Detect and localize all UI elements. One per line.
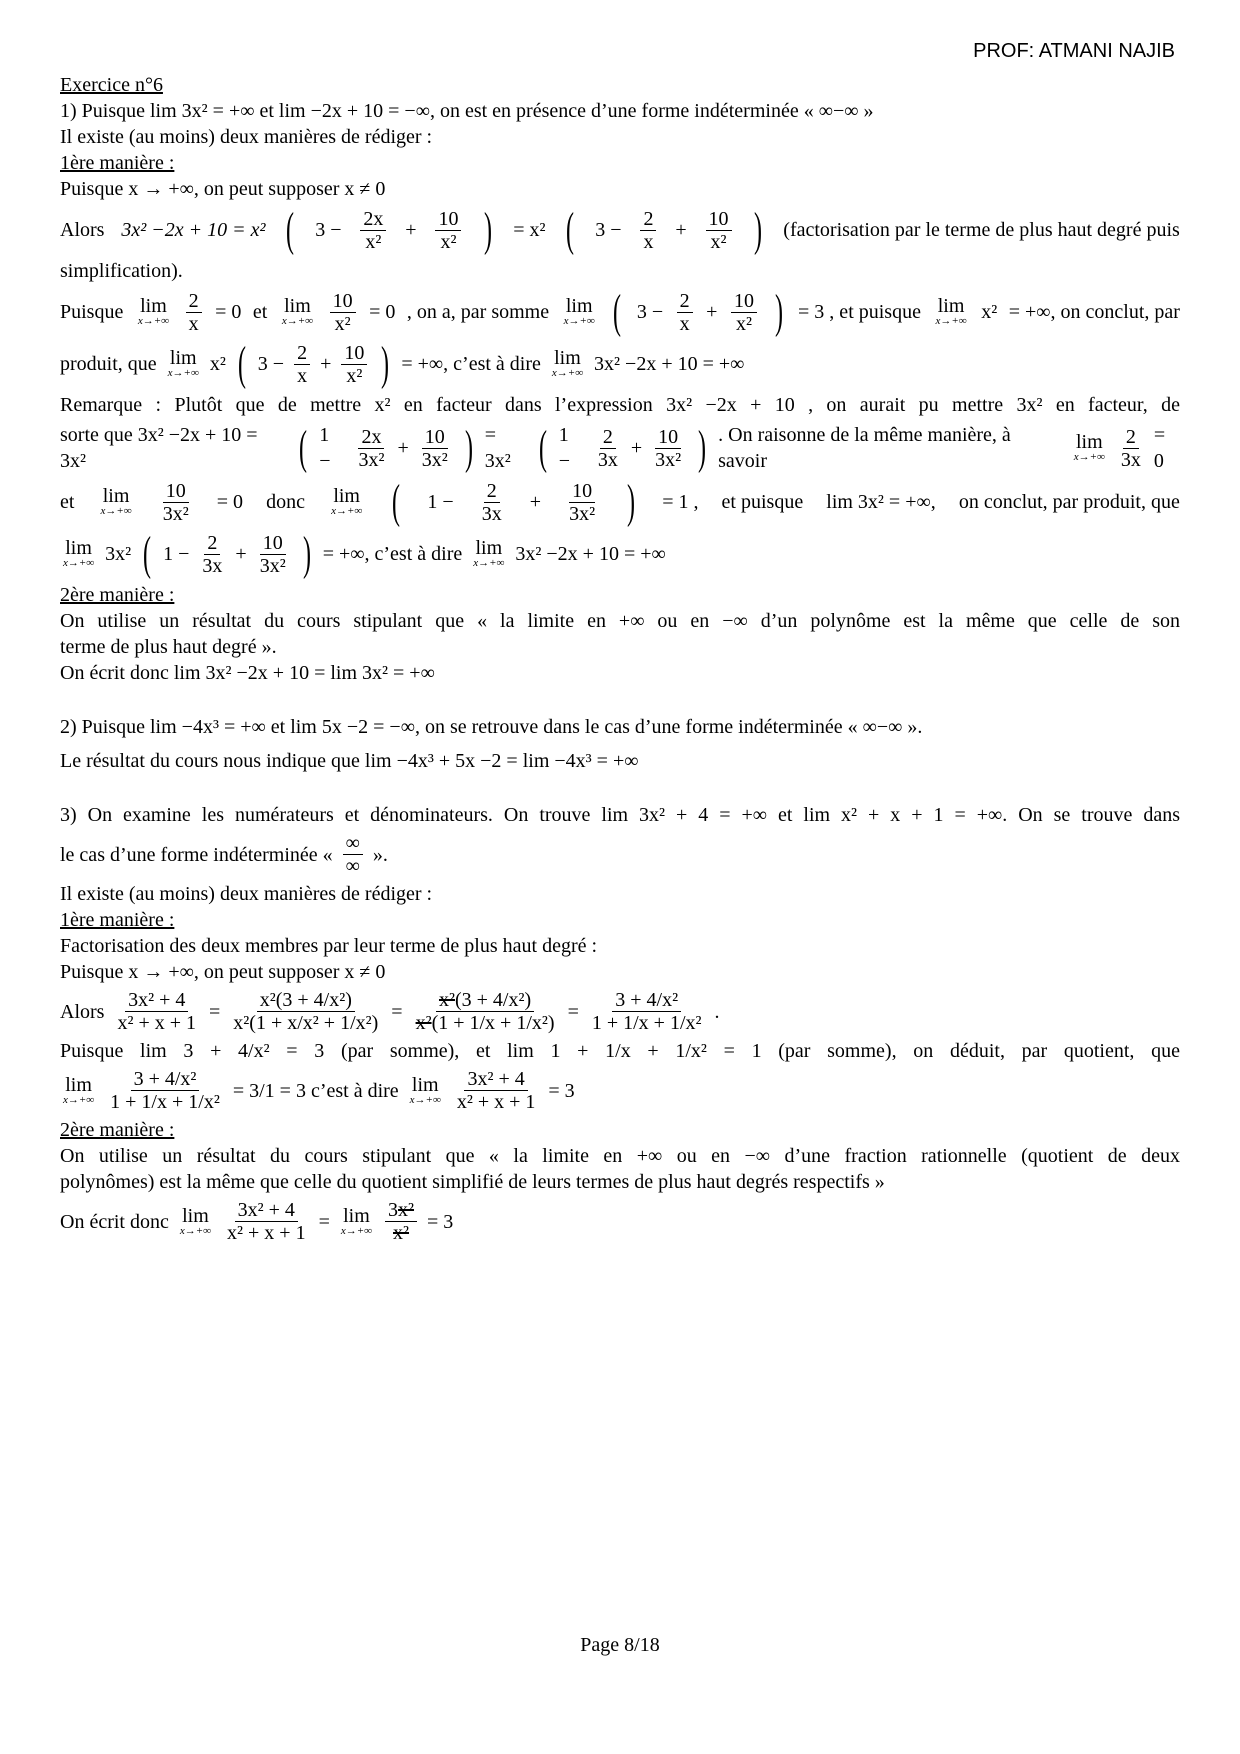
- exercise-title: Exercice n°6: [60, 74, 163, 96]
- paragraph: On écrit donc lim 3x² −2x + 10 = lim 3x² = +∞: [60, 662, 435, 684]
- paragraph: polynômes) est la même que celle du quotient simplifié de leurs termes de plus haut degrés respectifs »: [60, 1171, 885, 1193]
- equation-line: Alors 3x² −2x + 10 = x² ( 3 − $\frac{2x}{\text{x²}}$ + $\frac{10}{\text{x²}}$ ) = x² ( 3 − $\frac{2}{x}$ + $\frac{10}{\text{x²}}$ ) (factorisation par le terme de plus haut degré puis: [60, 203, 1180, 256]
- paragraph: terme de plus haut degré ».: [60, 636, 277, 658]
- paragraph: Puisque x → +∞, on peut supposer x ≠ 0: [60, 961, 386, 983]
- paragraph: On utilise un résultat du cours stipulant que « la limite en +∞ ou en −∞ d’une fraction rationnelle (quotient de deux: [60, 1145, 1180, 1167]
- equation-line: et lim x→+∞ $\frac{10}{\text{3x²}}$ = 0 donc lim x→+∞ ( 1 − $\frac{2}{3x}$ + $\frac{10}{\text{3x²}}$ ) = 1 , et puisque lim 3x² = +∞, on conclut, par produit, que: [60, 475, 1180, 528]
- equation-line: Alors $\frac{\text{3x² + 4}}{\text{x² + x + 1}}$ = $\frac{\text{x²(3 + 4/x²)}}{\text{x²(1 + x/x² + 1/x²)}}$ = $\frac{\text{x²(3 + 4/x²)}}{\text{x²(1 + 1/x + 1/x²)}}$ = $\frac{\text{3 + 4/x²}}{\text{1 + 1/x + 1/x²}}$ .: [60, 989, 720, 1034]
- equation-line: sorte que 3x² −2x + 10 = 3x² ( 1 − $\frac{2x}{\text{3x²}}$ + $\frac{10}{\text{3x²}}$ ) = 3x² ( 1 − $\frac{2}{3x}$ + $\frac{10}{\text{3x²}}$ ) . On raisonne de la même manière, à savoir lim x→+∞ $\frac{2}{3x}$ = 0: [60, 421, 1166, 474]
- paragraph: Il existe (au moins) deux manières de rédiger :: [60, 126, 433, 148]
- paragraph: Remarque : Plutôt que de mettre x² en facteur dans l’expression 3x² −2x + 10 , on aurait pu mettre 3x² en facteur, de: [60, 394, 1180, 416]
- paragraph: 2) Puisque lim −4x³ = +∞ et lim 5x −2 = −∞, on se retrouve dans le cas d’une forme indéterminée « ∞−∞ ».: [60, 716, 923, 738]
- equation-line: Puisque lim x→+∞ $\frac{2}{x}$ = 0 et lim x→+∞ $\frac{10}{\text{x²}}$ = 0 , on a, par somme lim x→+∞ ( 3 − $\frac{2}{x}$ + $\frac{10}{\text{x²}}$ ) = 3 , et puisque lim x→+∞ x² = +∞, on conclut, par: [60, 285, 1180, 338]
- section-heading: 1ère manière :: [60, 909, 175, 931]
- paragraph: 3) On examine les numérateurs et dénominateurs. On trouve lim 3x² + 4 = +∞ et lim x² + x + 1 = +∞. On se trouve dans: [60, 804, 1180, 826]
- paragraph: Il existe (au moins) deux manières de rédiger :: [60, 883, 433, 905]
- equation-line: lim x→+∞ 3x² ( 1 − $\frac{2}{3x}$ + $\frac{10}{\text{3x²}}$ ) = +∞, c’est à dire lim x→+∞ 3x² −2x + 10 = +∞: [63, 527, 666, 580]
- equation-line: On écrit donc lim x→+∞ $\frac{\text{3x² + 4}}{\text{x² + x + 1}}$ = lim x→+∞ $\frac{\text{3x²}}{\text{x²}}$ = 3: [60, 1199, 454, 1244]
- paragraph: Factorisation des deux membres par leur terme de plus haut degré :: [60, 935, 598, 957]
- section-heading: 2ère manière :: [60, 584, 175, 606]
- paragraph: 1) Puisque lim 3x² = +∞ et lim −2x + 10 = −∞, on est en présence d’une forme indéterminée « ∞−∞ »: [60, 100, 874, 122]
- section-heading: 2ère manière :: [60, 1119, 175, 1141]
- paragraph: Puisque x → +∞, on peut supposer x ≠ 0: [60, 178, 386, 200]
- section-heading: 1ère manière :: [60, 152, 175, 174]
- equation-line: lim x→+∞ $\frac{\text{3 + 4/x²}}{\text{1 + 1/x + 1/x²}}$ = 3/1 = 3 c’est à dire lim x→+∞ $\frac{\text{3x² + 4}}{\text{x² + x + 1}}$ = 3: [63, 1068, 575, 1113]
- paragraph: Le résultat du cours nous indique que lim −4x³ + 5x −2 = lim −4x³ = +∞: [60, 750, 639, 772]
- paragraph: simplification).: [60, 260, 183, 282]
- document-body: [60, 72, 1180, 1248]
- equation-line: produit, que lim x→+∞ x² ( 3 − $\frac{2}{x}$ + $\frac{10}{\text{x²}}$ ) = +∞, c’est à dire lim x→+∞ 3x² −2x + 10 = +∞: [60, 337, 745, 390]
- equation-line: le cas d’une forme indéterminée « $\frac{\infty}{\infty}$ ».: [60, 832, 388, 877]
- page-number: Page 8/18: [580, 1634, 660, 1656]
- paragraph: On utilise un résultat du cours stipulant que « la limite en +∞ ou en −∞ d’un polynôme est la même que celle de son: [60, 610, 1180, 632]
- page-header: PROF: ATMANI NAJIB: [973, 40, 1175, 62]
- paragraph: Puisque lim 3 + 4/x² = 3 (par somme), et lim 1 + 1/x + 1/x² = 1 (par somme), on déduit, par quotient, que: [60, 1040, 1180, 1062]
